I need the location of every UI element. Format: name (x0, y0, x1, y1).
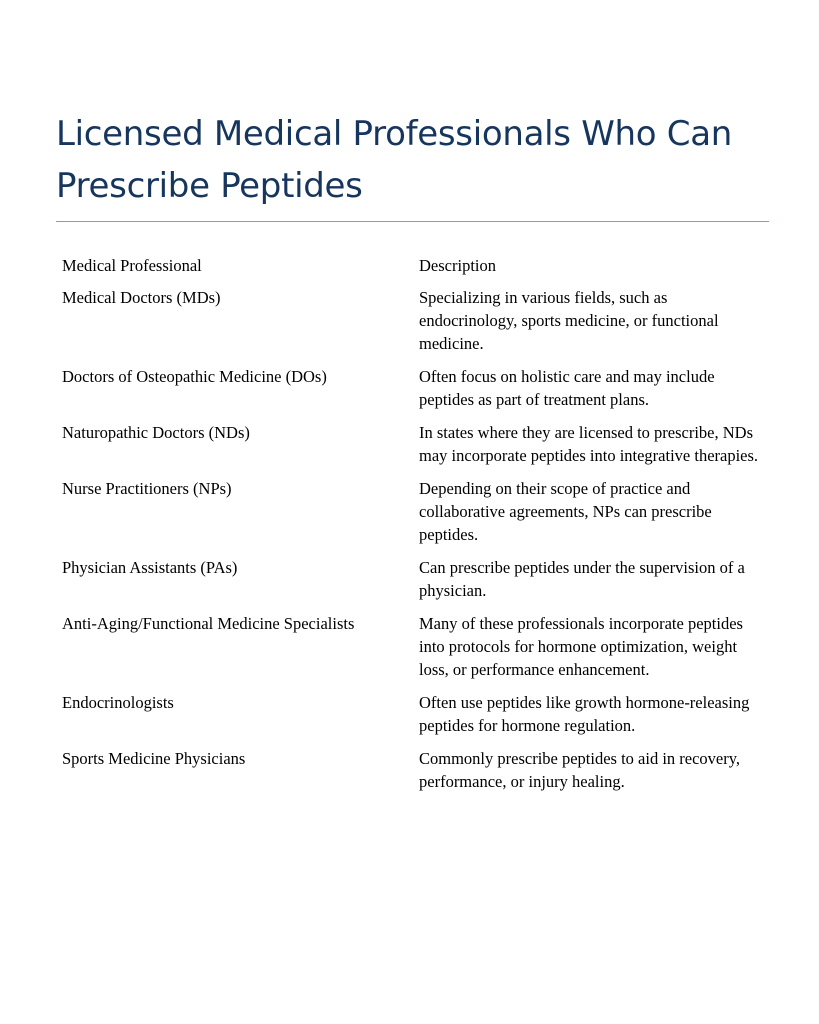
professional-cell: Endocrinologists (62, 693, 174, 712)
table-header-row (56, 254, 768, 286)
page-title: Licensed Medical Professionals Who Can Prescribe Peptides (56, 114, 732, 206)
description-cell: Specializing in various fields, such as endocrinology, sports medicine, or functional medicine. (419, 288, 719, 353)
table-row (56, 365, 768, 421)
professional-cell: Anti-Aging/Functional Medicine Specialists (62, 614, 355, 633)
table-row (56, 747, 768, 803)
professional-cell: Naturopathic Doctors (NDs) (62, 423, 250, 442)
description-cell: Depending on their scope of practice and collaborative agreements, NPs can prescribe peptides. (419, 479, 712, 544)
table-row (56, 421, 768, 477)
table-row (56, 286, 768, 365)
description-cell: Commonly prescribe peptides to aid in recovery, performance, or injury healing. (419, 749, 741, 791)
column-header-professional: Medical Professional (62, 256, 202, 275)
description-cell: Many of these professionals incorporate peptides into protocols for hormone optimization, weight loss, or performance enhancement. (419, 614, 743, 679)
table-row (56, 612, 768, 691)
description-cell: Can prescribe peptides under the supervision of a physician. (419, 558, 745, 600)
professional-cell: Medical Doctors (MDs) (62, 288, 221, 307)
professional-cell: Nurse Practitioners (NPs) (62, 479, 232, 498)
column-header-description: Description (419, 256, 496, 275)
table-row (56, 477, 768, 556)
table-row (56, 556, 768, 612)
professionals-table (56, 254, 768, 803)
professional-cell: Doctors of Osteopathic Medicine (DOs) (62, 367, 327, 386)
description-cell: Often focus on holistic care and may include peptides as part of treatment plans. (419, 367, 715, 409)
table-row (56, 691, 768, 747)
description-cell: In states where they are licensed to prescribe, NDs may incorporate peptides into integrative therapies. (419, 423, 759, 465)
title-divider (56, 221, 769, 222)
description-cell: Often use peptides like growth hormone-releasing peptides for hormone regulation. (419, 693, 750, 735)
professional-cell: Sports Medicine Physicians (62, 749, 246, 768)
professional-cell: Physician Assistants (PAs) (62, 558, 238, 577)
